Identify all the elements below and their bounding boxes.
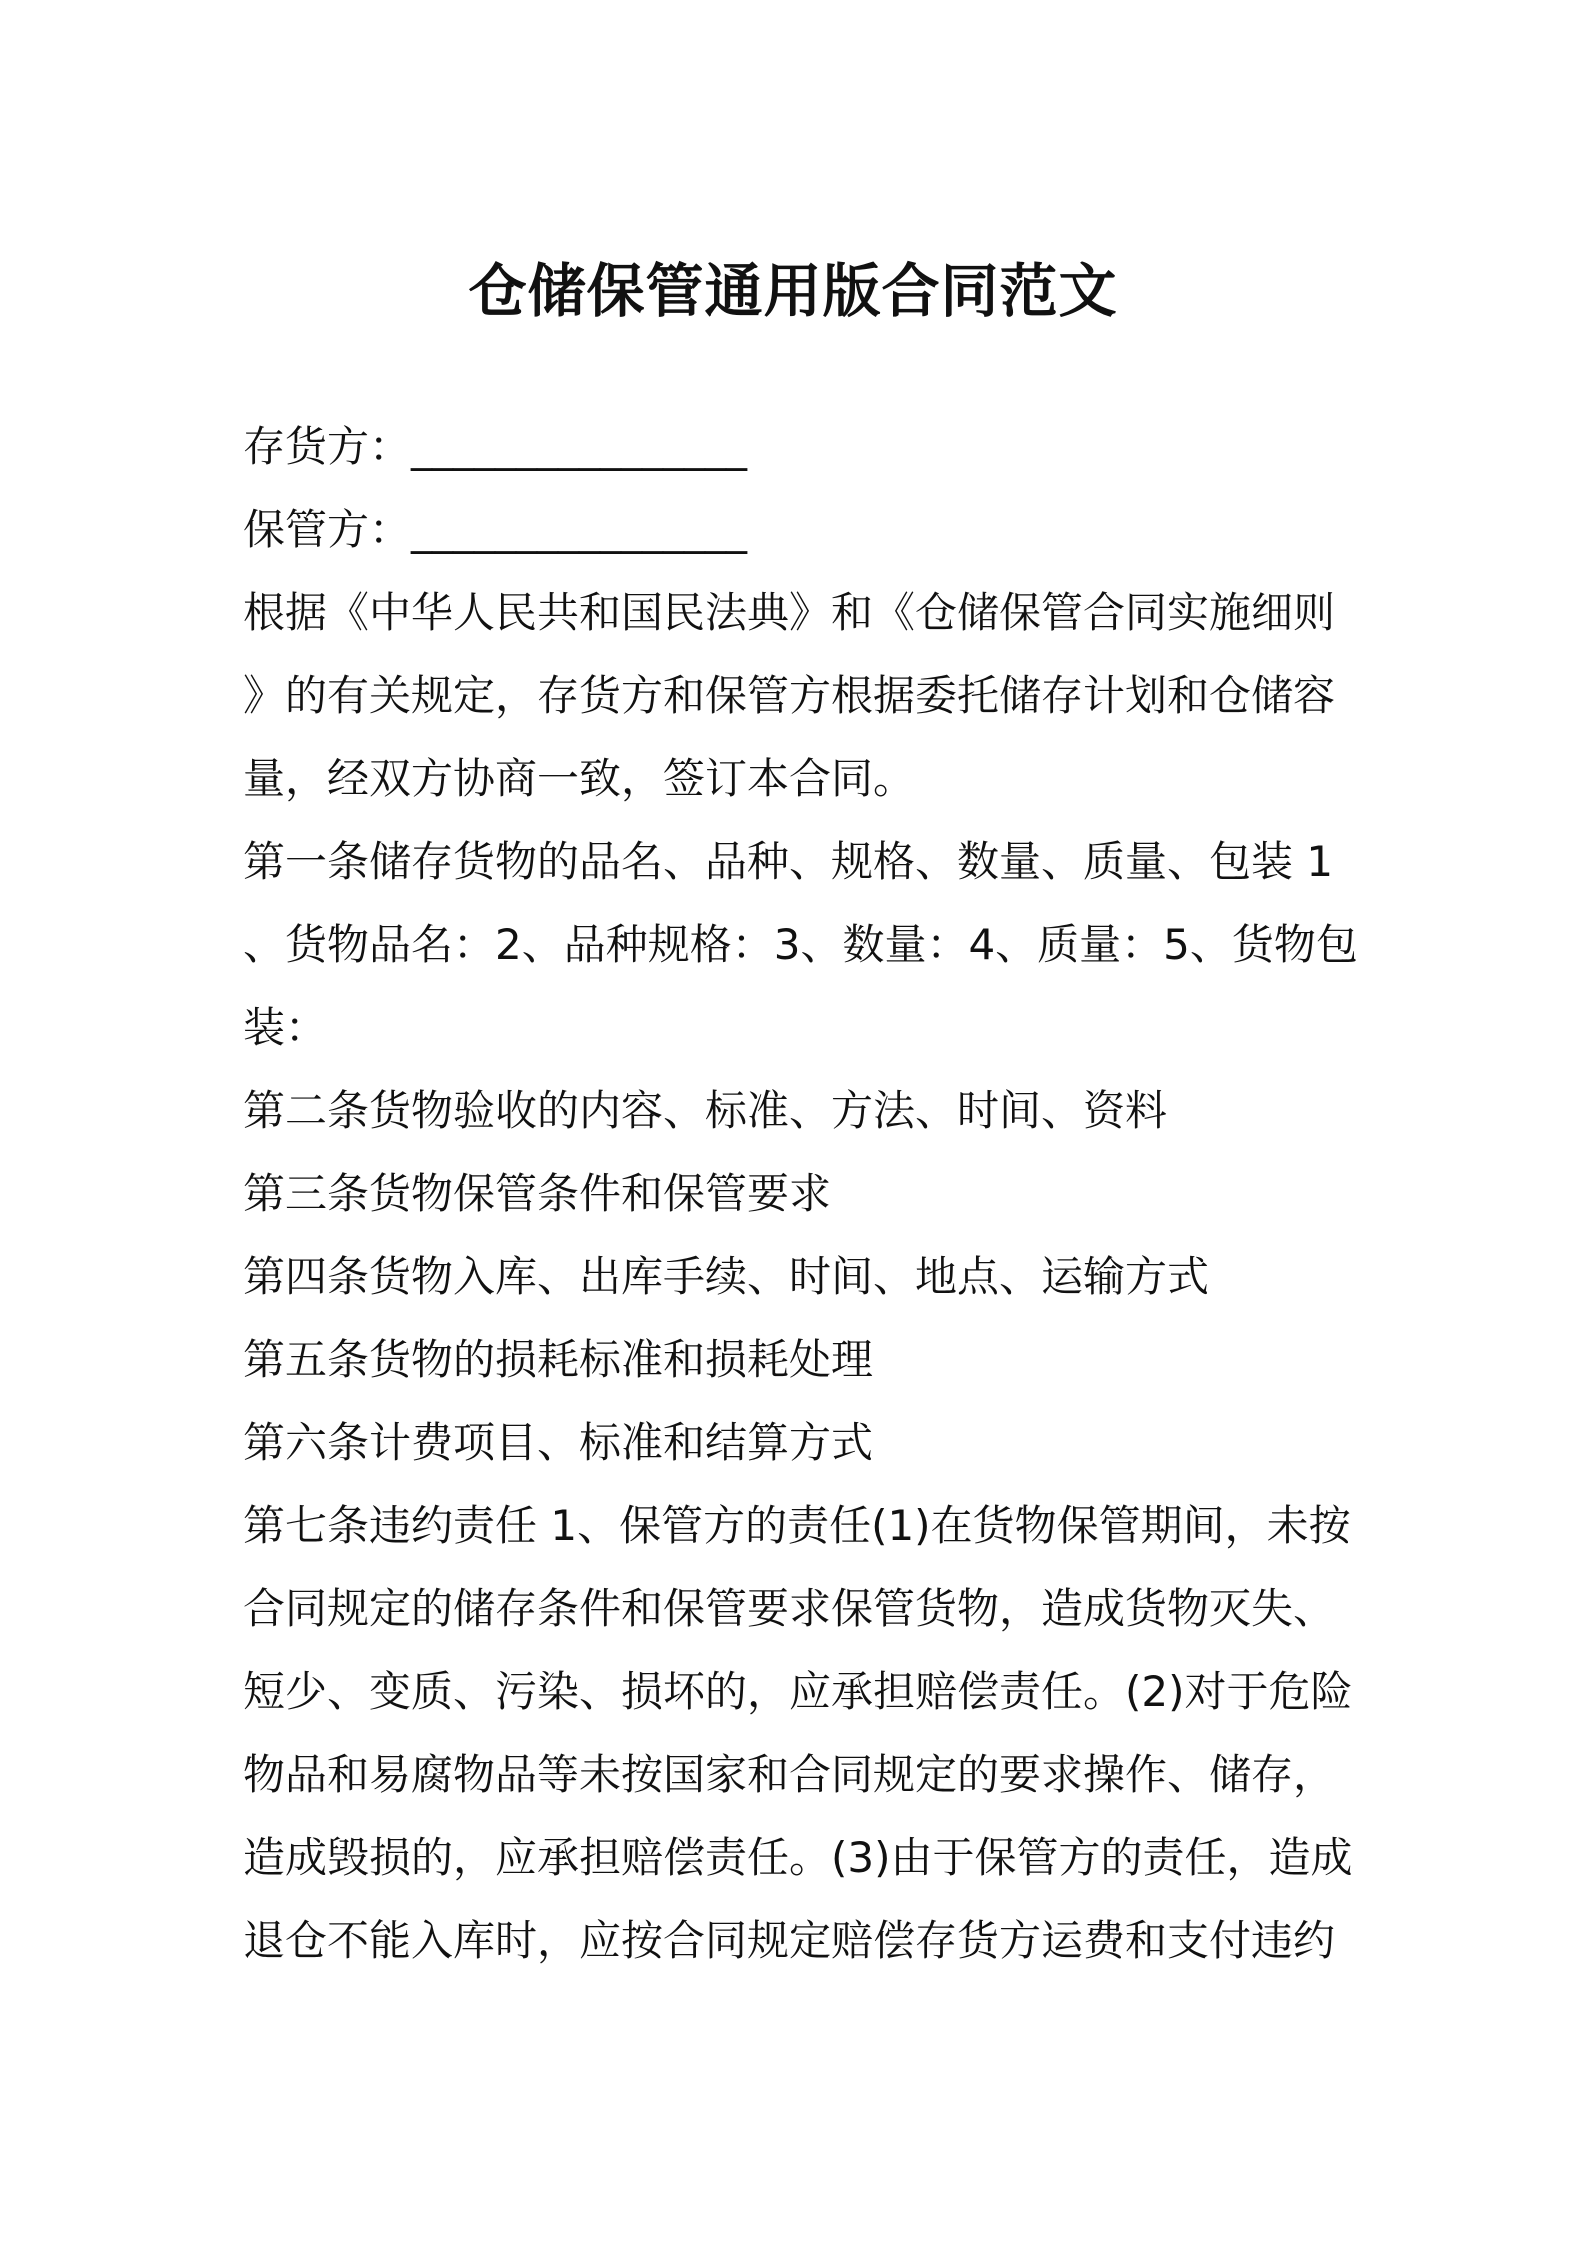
article-1-line: 装： <box>243 1003 328 1052</box>
article-7-line: 退仓不能入库时，应按合同规定赔偿存货方运费和支付违约 <box>243 1916 1336 1965</box>
party-depositor-line: 存货方：________________ <box>243 422 748 471</box>
preamble-line: 根据《中华人民共和国民法典》和《仓储保管合同实施细则 <box>243 588 1336 637</box>
article-7-line: 物品和易腐物品等未按国家和合同规定的要求操作、储存， <box>243 1750 1336 1799</box>
article-1-line: 第一条储存货物的品名、品种、规格、数量、质量、包装 1 <box>243 837 1334 886</box>
article-1-line: 、货物品名：2、品种规格：3、数量：4、质量：5、货物包 <box>243 920 1358 969</box>
article-5-line: 第五条货物的损耗标准和损耗处理 <box>243 1335 874 1384</box>
article-3-line: 第三条货物保管条件和保管要求 <box>243 1169 832 1218</box>
article-6-line: 第六条计费项目、标准和结算方式 <box>243 1418 874 1467</box>
article-7-line: 造成毁损的，应承担赔偿责任。(3)由于保管方的责任，造成 <box>243 1833 1353 1882</box>
preamble-line: 量，经双方协商一致，签订本合同。 <box>243 754 916 803</box>
article-4-line: 第四条货物入库、出库手续、时间、地点、运输方式 <box>243 1252 1210 1301</box>
document-title: 仓储保管通用版合同范文 <box>468 257 1118 325</box>
article-7-line: 第七条违约责任 1、保管方的责任(1)在货物保管期间，未按 <box>243 1501 1351 1550</box>
party-keeper-line: 保管方：________________ <box>243 505 748 554</box>
article-7-line: 短少、变质、污染、损坏的，应承担赔偿责任。(2)对于危险 <box>243 1667 1353 1716</box>
document-body <box>243 405 1358 1982</box>
preamble-line: 》的有关规定，存货方和保管方根据委托储存计划和仓储容 <box>243 671 1336 720</box>
article-7-line: 合同规定的储存条件和保管要求保管货物，造成货物灭失、 <box>243 1584 1336 1633</box>
article-2-line: 第二条货物验收的内容、标准、方法、时间、资料 <box>243 1086 1168 1135</box>
